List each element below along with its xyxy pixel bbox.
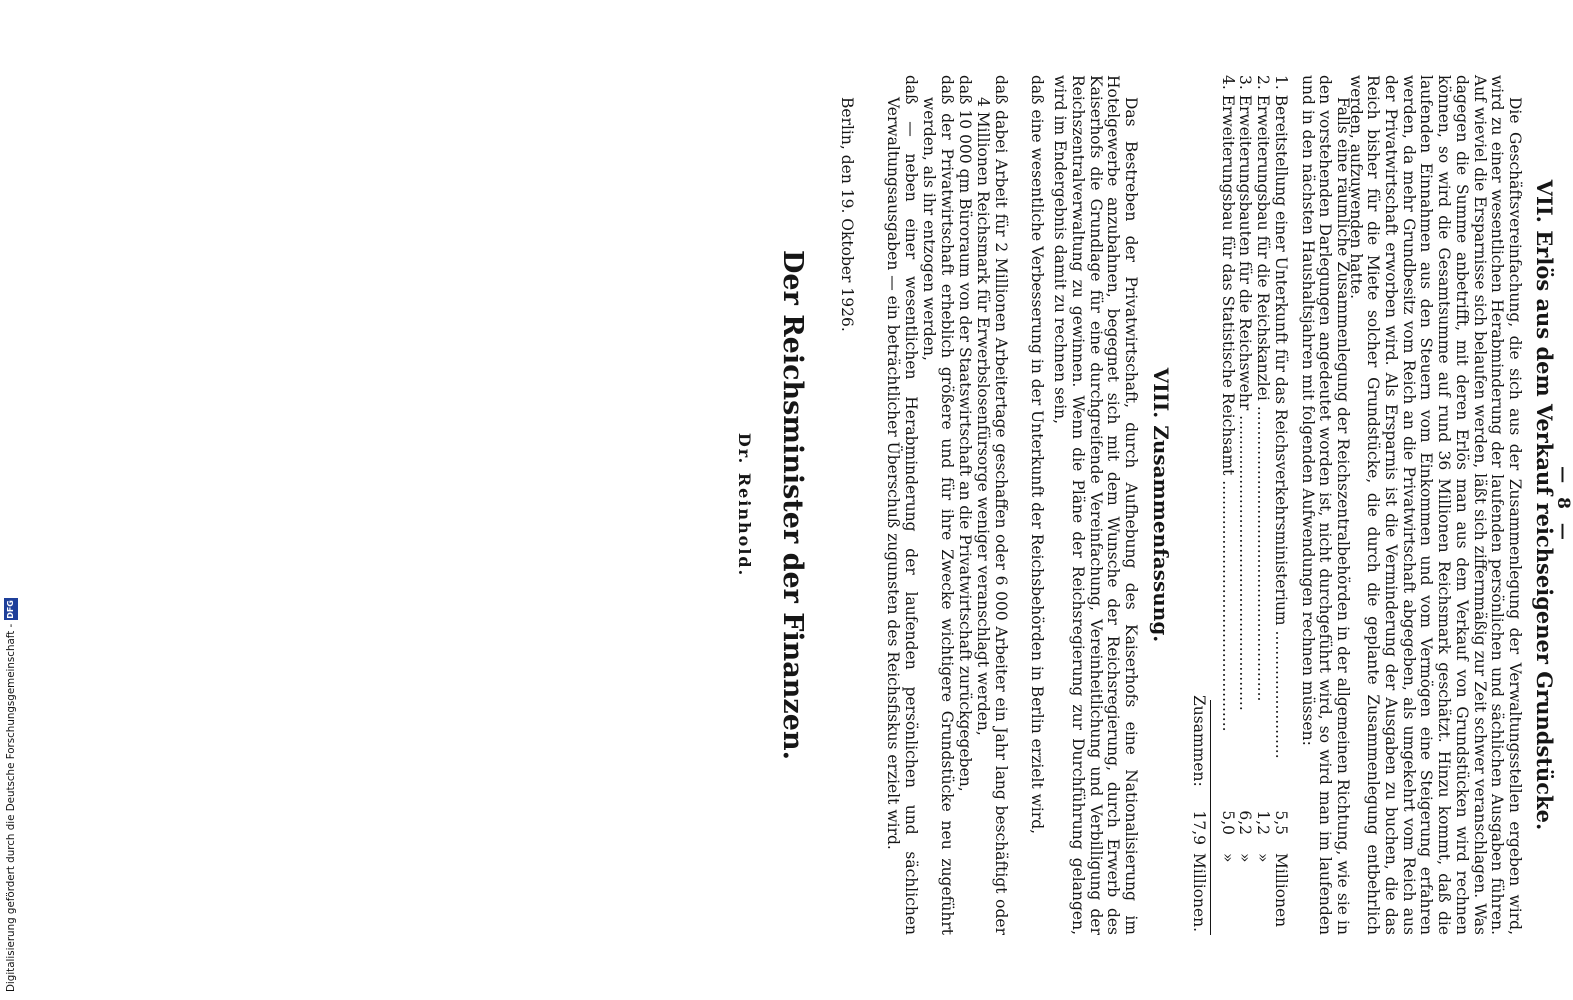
place-date: Berlin, den 19. Oktober 1926. (838, 97, 856, 332)
sum-rule (1210, 700, 1211, 935)
consequence-item: daß eine wesentliche Verbesserung in der Unterkunft der Reichsbehörden in Berlin erzielt wird, (1028, 75, 1046, 835)
total-label: Zusammen: (1190, 695, 1208, 787)
consequence-item: daß der Privatwirtschaft erheblich größere und für ihre Zwecke wichtigere Grundstücke neu zugeführt werden, als ihr entzogen werden, (920, 75, 956, 935)
cost-item-unit: Millionen (1272, 853, 1290, 928)
cost-item (1236, 75, 1254, 935)
digitization-credit: Digitalisierung gefördert durch die Deutsche Forschungsgemeinschaft - DFG (5, 600, 17, 992)
cost-item-value: 6,2 (1236, 810, 1255, 835)
section-viii-heading: VIII. Zusammenfassung. (1149, 367, 1173, 643)
cost-item-label: 1. Bereitstellung einer Unterkunft für das Reichsverkehrsministerium .......................... (1272, 75, 1290, 759)
page-number: — 8 — (1553, 466, 1573, 544)
consequence-item: daß dabei Arbeit für 2 Millionen Arbeitertage geschaffen oder 6 000 Arbeiter ein Jahr lang beschäftigt oder 4 Millionen Reichsmark für Erwerbslosenfürsorge weniger veranschlagt werden, (974, 75, 1010, 935)
section-vii-heading: VII. Erlös aus dem Verkauf reichseigener Grundstücke. (1532, 179, 1557, 831)
scanned-page (287, 75, 1571, 935)
cost-item-value: 1,2 (1254, 810, 1273, 835)
cost-item-unit: » (1254, 853, 1273, 863)
cost-item (1253, 75, 1271, 935)
cost-item-unit: » (1236, 853, 1255, 863)
cost-item-value: 5,5 (1272, 810, 1290, 835)
cost-item (1218, 75, 1236, 935)
consequence-item: daß 10 000 qm Büroraum von der Staatswirtschaft an die Privatwirtschaft zurückgegeben, (956, 75, 974, 792)
cost-list (1218, 75, 1289, 935)
total-value: 17,9 (1190, 810, 1208, 845)
cost-item-label: 2. Erweiterungsbau für die Reichskanzlei ............................................................ (1254, 75, 1273, 702)
credit-text: Digitalisierung gefördert durch die Deutsche Forschungsgemeinschaft (5, 630, 17, 992)
section-vii-paragraph-2: Falls eine räumliche Zusammenlegung der Reichszentralbehörden in der allgemeinen Richtung, wie sie in den vorstehenden Darlegungen angedeutet worden ist, nicht durchgeführt wird, so wird man im laufenden und in den nächsten Haushaltsjahren mit folgenden Aufwendungen rechnen müssen: (1298, 75, 1352, 935)
cost-item-value: 5,0 (1218, 810, 1237, 835)
signature-name: Dr. Reinhold. (735, 432, 754, 578)
cost-item (1271, 75, 1289, 935)
section-viii-paragraph-1: Das Bestreben der Privatwirtschaft, durch Aufhebung des Kaiserhofs eine Nationalisierung im Hotelgewerbe anzubahnen, begegnet sich mit dem Wunsche der Reichsregierung, durch Erwerb des Kaiserhofs die Grundlage für eine durchgreifende Vereinfachung, Vereinheitlichung und Verbilligung der Reichszentralverwaltung zu gewinnen. Wenn die Pläne der Reichsregierung zur Durchführung gelangen, wird im Endergebnis damit zu rechnen sein, (1051, 75, 1140, 935)
cost-item-label: 4. Erweiterungsbau für das Statistische Reichsamt ................................................... (1218, 75, 1237, 732)
cost-item-unit: » (1218, 853, 1237, 863)
total-unit: Millionen. (1190, 853, 1208, 933)
dfg-logo: DFG (4, 598, 18, 620)
consequence-item: daß — neben einer wesentlichen Herabminderung der laufenden persönlichen und sächlichen Verwaltungsausgaben — ein beträchtlicher Überschuß zugunsten des Reichsfiskus erzielt wird. (884, 75, 920, 935)
cost-item-label: 3. Erweiterungsbauten für die Reichswehr ............................................................ (1236, 75, 1255, 711)
signature-office: Der Reichsminister der Finanzen. (777, 250, 808, 760)
section-vii-paragraph-1: Die Geschäftsvereinfachung, die sich aus der Zusammenlegung der Verwaltungsstellen ergeben wird, wird zu einer wesentlichen Herabminderung der laufenden persönlichen und sächlichen Ausgaben führen. Auf wieviel die Ersparnisse sich belaufen werden, läßt sich ziffernmäßig zur Zeit schwer veranschlagen. Was dagegen die Summe anbetrifft, mit deren Erlös man aus dem Verkauf von Grundstücken wird rechnen können, so wird die Gesamtsumme auf rund 36 Millionen Reichsmark geschätzt. Hinzu kommt, daß die laufenden Einnahmen aus den Steuern vom Einkommen und vom Vermögen eine Steigerung erfahren werden, da mehr Grundbesitz vom Reich an die Privatwirtschaft abgegeben, als umgekehrt vom Reich aus der Privatwirtschaft erworben wird. Als Ersparnis ist die Verminderung der Ausgaben zu buchen, die das Reich bisher für die Miete solcher Grundstücke, die durch die geplante Zusammenlegung entbehrlich werden, aufzuwenden hatte. (1346, 75, 1524, 935)
